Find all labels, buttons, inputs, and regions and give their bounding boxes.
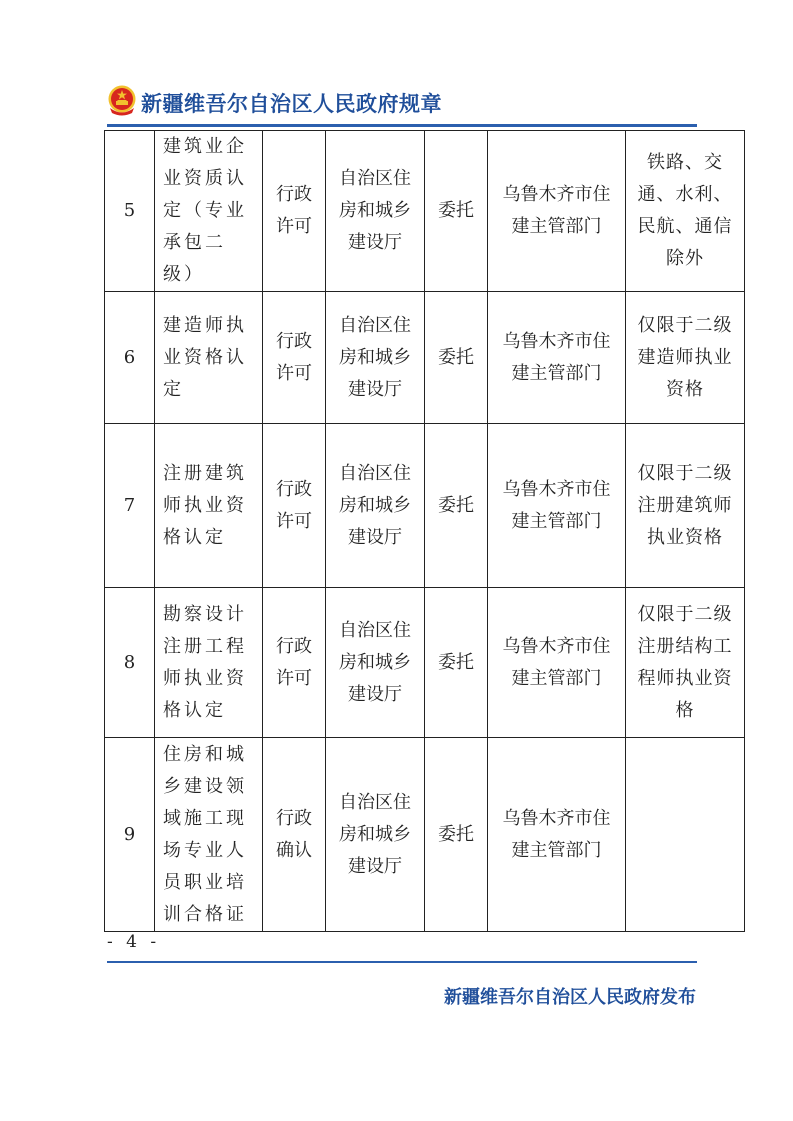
header-divider (107, 124, 697, 127)
publisher-line: 新疆维吾尔自治区人民政府发布 (444, 987, 696, 1008)
recipient-authority: 乌鲁木齐市住建主管部门 (488, 131, 626, 292)
remark: 铁路、交通、水利、民航、通信除外 (626, 131, 745, 292)
table-row (105, 292, 745, 424)
issuing-authority: 自治区住房和城乡建设厅 (326, 588, 425, 738)
table-row (105, 738, 745, 932)
issuing-authority: 自治区住房和城乡建设厅 (326, 738, 425, 932)
row-index: 9 (105, 738, 155, 932)
delegation-method: 委托 (425, 424, 488, 588)
item-name: 建造师执业资格认定 (155, 292, 263, 424)
issuing-authority: 自治区住房和城乡建设厅 (326, 424, 425, 588)
item-name: 勘察设计注册工程师执业资格认定 (155, 588, 263, 738)
item-name: 建筑业企业资质认定（专业承包二级） (155, 131, 263, 292)
delegation-method: 委托 (425, 588, 488, 738)
page-header (107, 84, 697, 124)
table-row (105, 588, 745, 738)
remark (626, 738, 745, 932)
item-category: 行政确认 (263, 738, 326, 932)
remark: 仅限于二级注册建筑师执业资格 (626, 424, 745, 588)
recipient-authority: 乌鲁木齐市住建主管部门 (488, 424, 626, 588)
row-index: 8 (105, 588, 155, 738)
recipient-authority: 乌鲁木齐市住建主管部门 (488, 738, 626, 932)
footer-divider (107, 961, 697, 963)
row-index: 6 (105, 292, 155, 424)
remark: 仅限于二级注册结构工程师执业资格 (626, 588, 745, 738)
table-row (105, 424, 745, 588)
national-emblem-icon (107, 84, 137, 116)
item-category: 行政许可 (263, 131, 326, 292)
row-index: 5 (105, 131, 155, 292)
issuing-authority: 自治区住房和城乡建设厅 (326, 131, 425, 292)
page-number: - 4 - (107, 932, 161, 952)
issuing-authority: 自治区住房和城乡建设厅 (326, 292, 425, 424)
remark: 仅限于二级建造师执业资格 (626, 292, 745, 424)
table-row (105, 131, 745, 292)
item-name: 住房和城乡建设领域施工现场专业人员职业培训合格证 (155, 738, 263, 932)
item-name: 注册建筑师执业资格认定 (155, 424, 263, 588)
row-index: 7 (105, 424, 155, 588)
recipient-authority: 乌鲁木齐市住建主管部门 (488, 588, 626, 738)
header-title: 新疆维吾尔自治区人民政府规章 (141, 91, 442, 116)
item-category: 行政许可 (263, 588, 326, 738)
item-category: 行政许可 (263, 424, 326, 588)
delegation-table (104, 130, 745, 932)
delegation-method: 委托 (425, 292, 488, 424)
recipient-authority: 乌鲁木齐市住建主管部门 (488, 292, 626, 424)
delegation-method: 委托 (425, 738, 488, 932)
item-category: 行政许可 (263, 292, 326, 424)
delegation-method: 委托 (425, 131, 488, 292)
